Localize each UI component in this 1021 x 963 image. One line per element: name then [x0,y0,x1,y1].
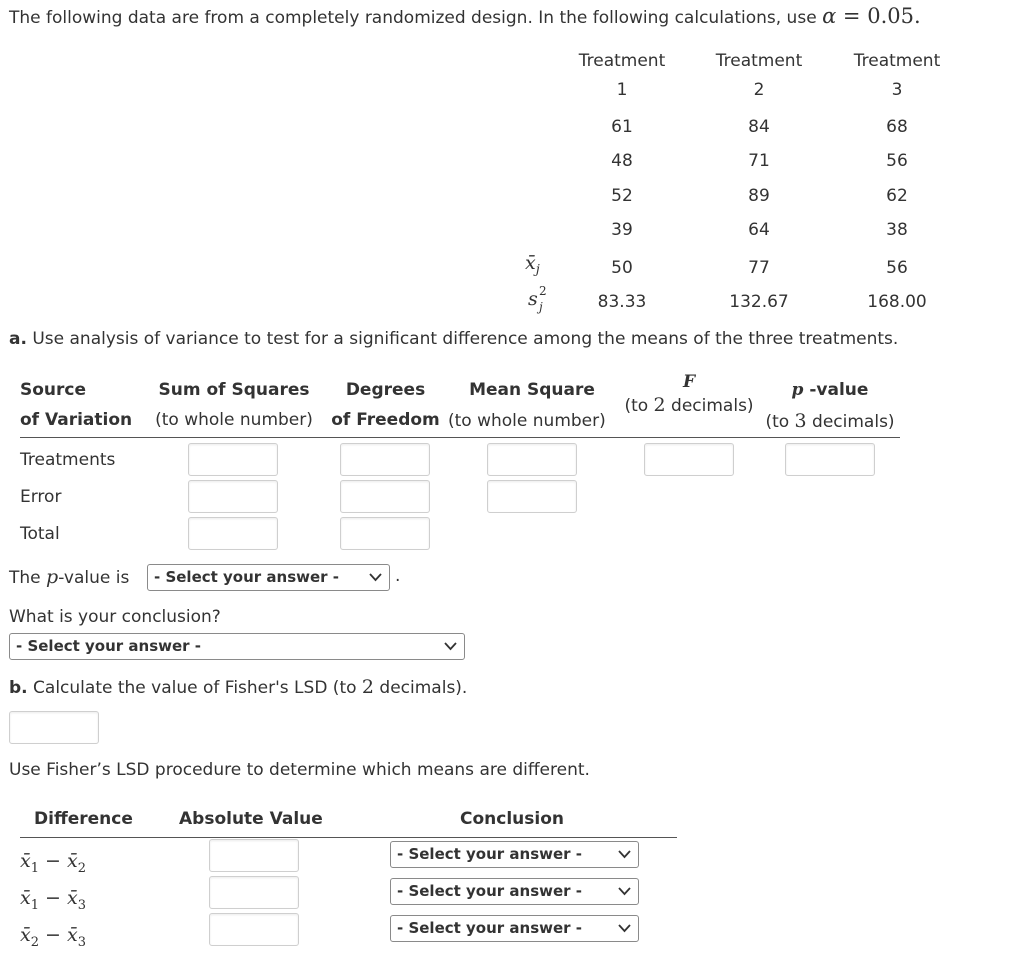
ss-total-input[interactable] [188,517,278,550]
anova-header-ss: Sum of Squares (to whole number) [155,380,313,430]
abs-value-1-3-input[interactable] [209,876,299,909]
lsd-header-conclusion: Conclusion [460,809,564,829]
chevron-down-icon [618,886,631,896]
alpha-symbol: α [822,4,837,28]
data-cell: 68 [886,117,908,137]
lsd-header-divider [20,837,677,838]
anova-header-df-note: (to whole number) [448,411,606,431]
pvalue-sentence-period: . [395,566,401,586]
intro-text: The following data are from a completely randomized design. In the following calculations, use α = 0.05. [9,4,921,28]
lsd-header-difference: Difference [34,809,133,829]
anova-row-label-error: Error [20,487,62,507]
data-cell: 64 [748,220,770,240]
abs-value-1-2-input[interactable] [209,839,299,872]
mean-value: 56 [886,258,908,278]
data-cell: 38 [886,220,908,240]
df-total-input[interactable] [340,517,430,550]
data-cell: 62 [886,186,908,206]
anova-header-source: Source of Variation [20,380,133,430]
ms-error-input[interactable] [487,480,577,513]
anova-header-divider [20,437,900,438]
mean-label: $x̄_j$ [525,252,540,278]
conclusion-question: What is your conclusion? [9,607,221,627]
treatment-3-header: Treatment 3 [853,51,941,100]
data-cell: 39 [611,220,633,240]
lsd-instruction: Use Fisher’s LSD procedure to determine which means are different. [9,760,590,780]
treatment-2-header: Treatment 2 [715,51,803,100]
conclusion-1-2-select[interactable]: - Select your answer - [390,841,639,868]
abs-value-2-3-input[interactable] [209,913,299,946]
f-input[interactable] [644,443,734,476]
data-cell: 71 [748,151,770,171]
anova-header-df: Degrees of Freedom [331,380,440,430]
ss-treatments-input[interactable] [188,443,278,476]
chevron-down-icon [444,641,457,651]
treatment-1-header: Treatment 1 [578,51,666,100]
anova-header-f: F (to 2 decimals) [624,372,754,416]
data-cell: 52 [611,186,633,206]
difference-1-3: $x̄_1$ − $x̄_3$ [20,887,86,913]
anova-row-label-total: Total [20,524,60,544]
part-a-prompt: a. Use analysis of variance to test for a significant difference among the means of the three treatments. [9,329,899,349]
variance-label: s 2 j [528,284,547,314]
data-cell: 84 [748,117,770,137]
difference-2-3: $x̄_2$ − $x̄_3$ [20,924,86,950]
mean-value: 50 [611,258,633,278]
chevron-down-icon [618,923,631,933]
lsd-header-absolute-value: Absolute Value [179,809,323,829]
conclusion-select[interactable]: - Select your answer - [9,633,465,660]
variance-value: 168.00 [867,292,927,312]
alpha-value: 0.05 [867,4,914,28]
anova-header-ms: Mean Square [469,380,595,400]
variance-value: 83.33 [597,292,647,312]
variance-value: 132.67 [729,292,789,312]
df-error-input[interactable] [340,480,430,513]
lsd-input[interactable] [9,711,99,744]
pvalue-range-select[interactable]: - Select your answer - [147,564,390,591]
part-b-prompt: b. Calculate the value of Fisher's LSD (to 2 decimals). [9,676,468,698]
anova-header-pvalue: p -value (to 3 decimals) [765,380,895,432]
pvalue-sentence: The p-value is [9,566,130,588]
pvalue-input[interactable] [785,443,875,476]
ms-treatments-input[interactable] [487,443,577,476]
difference-1-2: $x̄_1$ − $x̄_2$ [20,850,86,876]
conclusion-2-3-select[interactable]: - Select your answer - [390,915,639,942]
ss-error-input[interactable] [188,480,278,513]
conclusion-1-3-select[interactable]: - Select your answer - [390,878,639,905]
df-treatments-input[interactable] [340,443,430,476]
mean-value: 77 [748,258,770,278]
anova-row-label-treatments: Treatments [20,450,116,470]
chevron-down-icon [369,572,382,582]
data-cell: 89 [748,186,770,206]
data-cell: 48 [611,151,633,171]
data-cell: 56 [886,151,908,171]
chevron-down-icon [618,849,631,859]
data-cell: 61 [611,117,633,137]
